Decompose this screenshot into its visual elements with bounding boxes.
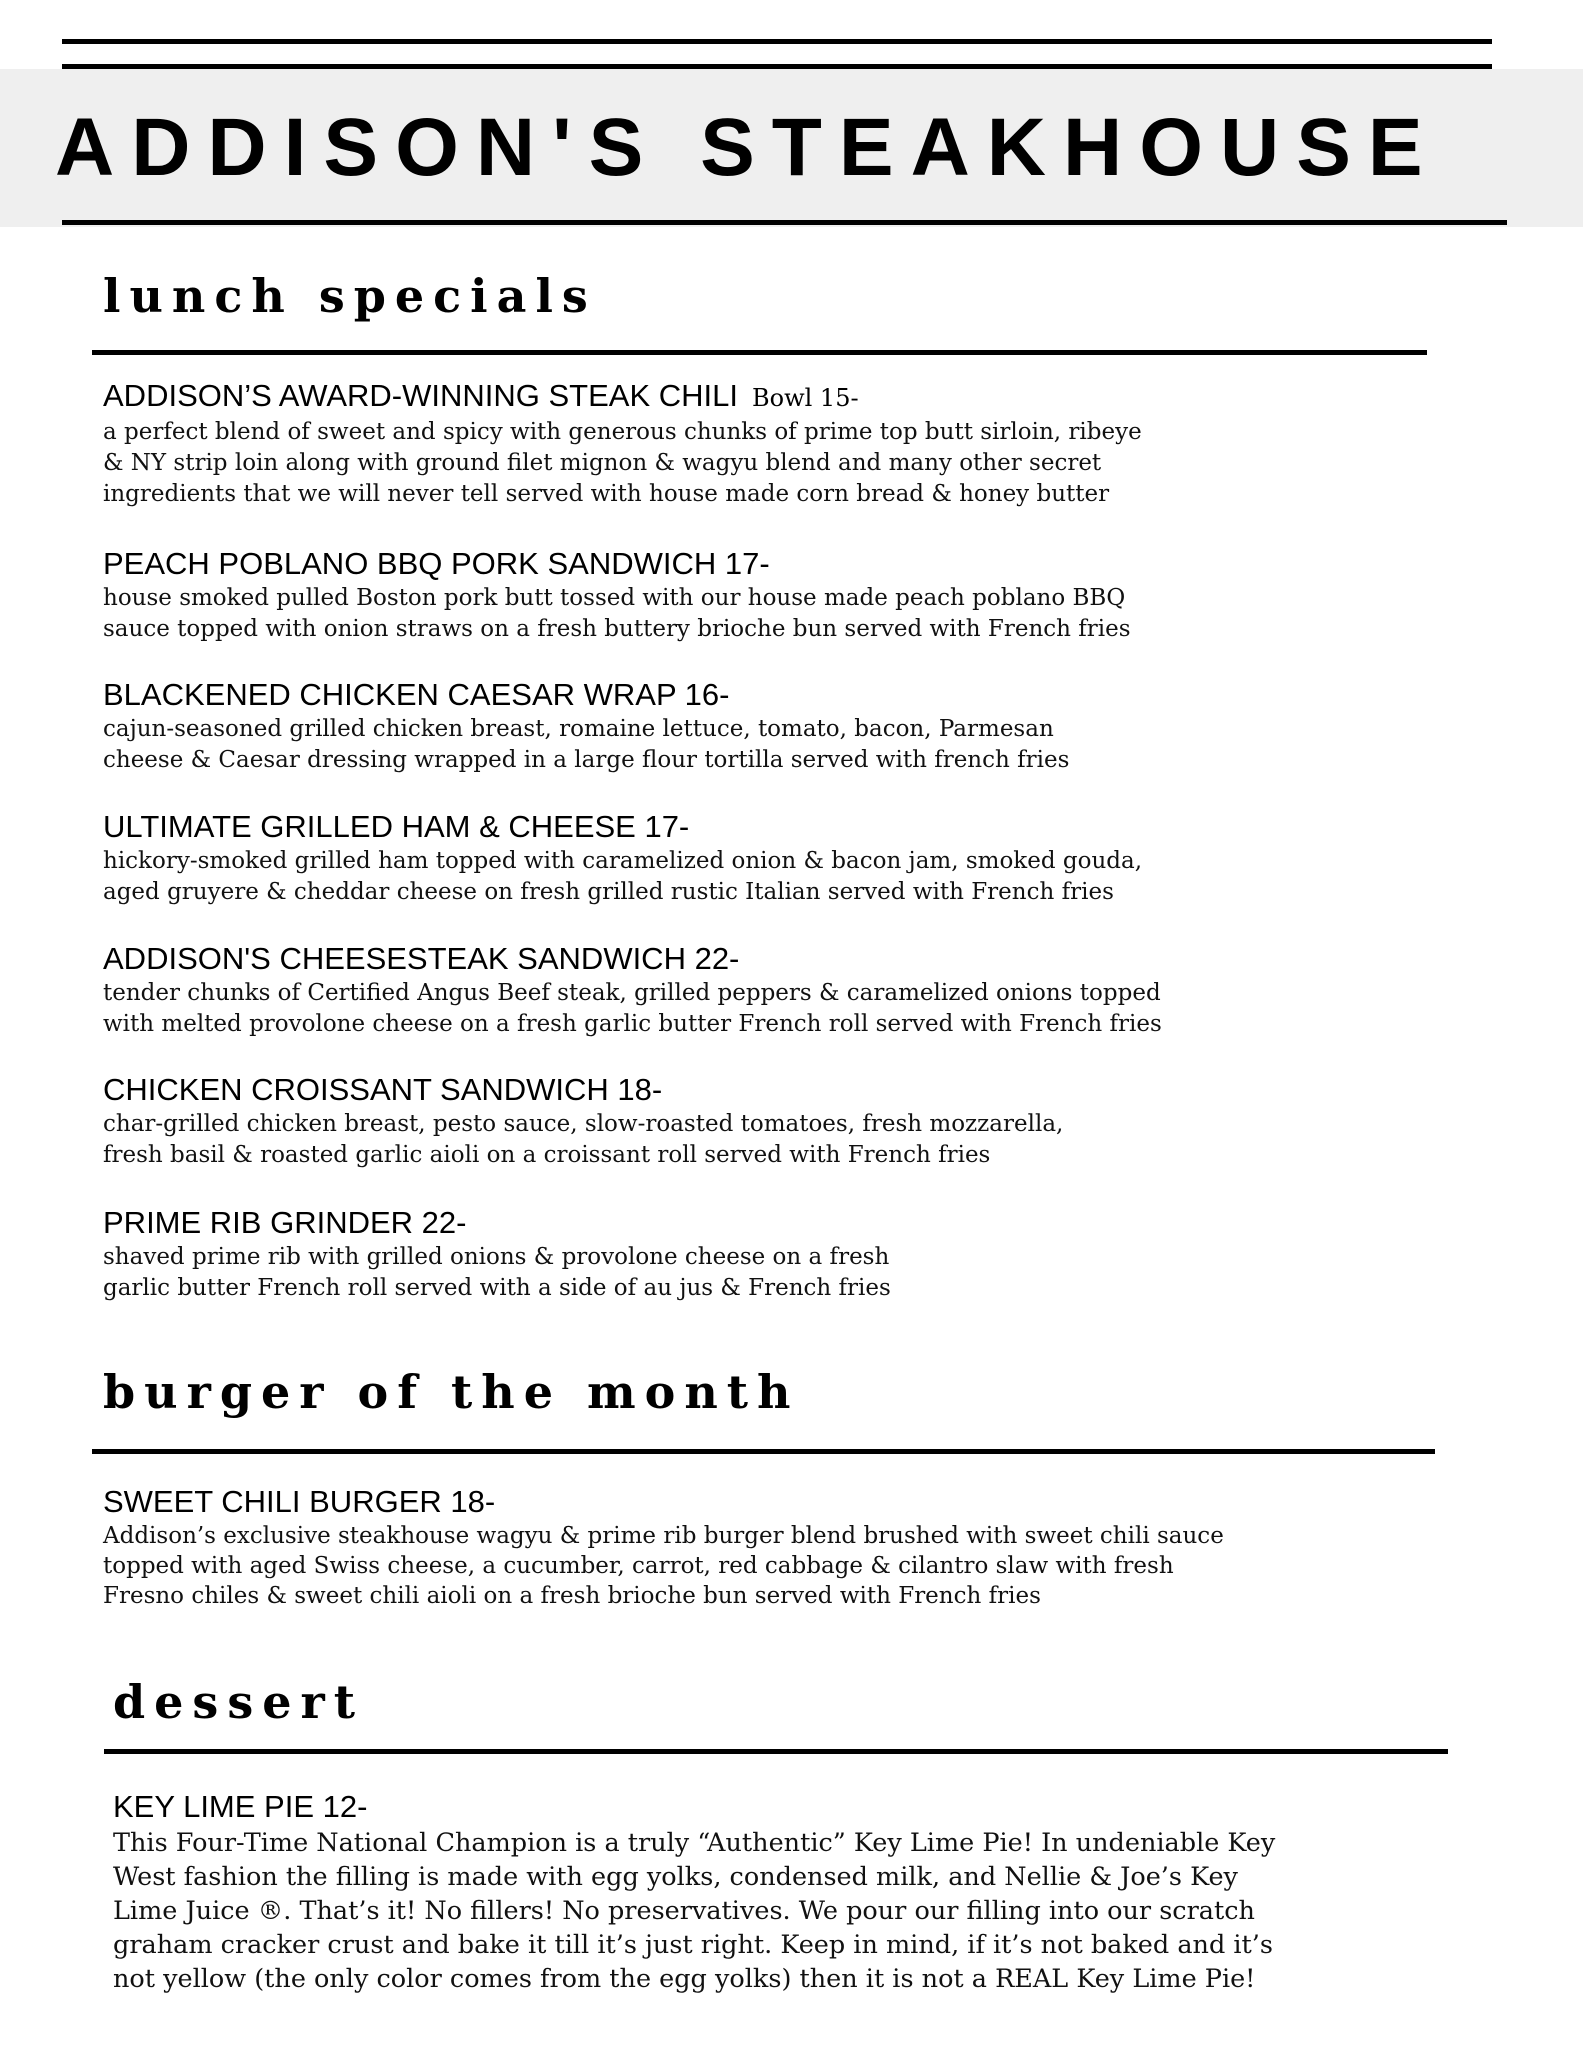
section-heading-dessert: dessert [113,1675,364,1729]
menu-item-description: char-grilled chicken breast, pesto sauce, slow-roasted tomatoes, fresh mozzarella, fresh basil & roasted garlic aioli on a croissant roll served with French fries [103,1111,1064,1168]
menu-item-price: Bowl 15- [752,384,859,412]
menu-item-chicken-croissant [103,1071,1403,1171]
menu-item-name: KEY LIME PIE 12- [113,1789,368,1824]
menu-item-description: Addison’s exclusive steakhouse wagyu & prime rib burger blend brushed with sweet chili sauce topped with aged Swiss cheese, a cucumber, carrot, red cabbage & cilantro slaw with fresh Fresno chiles & sweet chili aioli on a fresh brioche bun served with French fries [103,1523,1224,1609]
section-rule-dessert [104,1749,1448,1754]
restaurant-title: ADDISON'S STEAKHOUSE [55,102,1440,193]
menu-item-description: hickory-smoked grilled ham topped with caramelized onion & bacon jam, smoked gouda, aged gruyere & cheddar cheese on fresh grilled rustic Italian served with French fries [103,848,1143,905]
menu-item-title [103,377,1403,417]
menu-item-description: shaved prime rib with grilled onions & provolone cheese on a fresh garlic butter French roll served with a side of au jus & French fries [103,1244,891,1301]
menu-item-description: This Four-Time National Champion is a truly “Authentic” Key Lime Pie! In undeniable Key West fashion the filling is made with egg yolks, condensed milk, and Nellie & Joe’s Key Lime Juice ®. That’s it! No fillers! No preservatives. We pour our filling into our scratch graham cracker crust and bake it till it’s just right. Keep in mind, if it’s not baked and it’s not yellow (the only color comes from the egg yolks) then it is not a REAL Key Lime Pie! [113,1828,1276,1994]
menu-item-name: PRIME RIB GRINDER 22- [103,1205,467,1240]
section-heading-lunch-specials: lunch specials [103,269,597,323]
menu-item-bbq-pork-sandwich [103,545,1403,645]
menu-item-description: cajun-seasoned grilled chicken breast, romaine lettuce, tomato, bacon, Parmesan cheese & Caesar dressing wrapped in a large flour tortilla served with french fries [103,716,1070,773]
menu-item-name: ADDISON’S AWARD-WINNING STEAK CHILI [103,378,738,413]
header-bottom-rule [62,220,1507,225]
menu-item-ham-cheese [103,808,1403,908]
header-top-rule [62,39,1492,44]
menu-item-name: PEACH POBLANO BBQ PORK SANDWICH 17- [103,546,770,581]
menu-item-key-lime-pie [113,1788,1413,1996]
section-heading-burger-of-the-month: burger of the month [103,1365,800,1419]
menu-item-name: ADDISON'S CHEESESTEAK SANDWICH 22- [103,941,740,976]
menu-item-cheesesteak [103,940,1403,1040]
menu-item-sweet-chili-burger [103,1483,1403,1611]
menu-item-description: tender chunks of Certified Angus Beef steak, grilled peppers & caramelized onions topped with melted provolone cheese on a fresh garlic butter French roll served with French fries [103,980,1162,1037]
menu-item-name: SWEET CHILI BURGER 18- [103,1484,496,1519]
menu-item-caesar-wrap [103,676,1403,776]
menu-item-prime-rib-grinder [103,1204,1403,1304]
menu-item-name: BLACKENED CHICKEN CAESAR WRAP 16- [103,677,730,712]
menu-item-steak-chili [103,377,1403,510]
menu-item-description: a perfect blend of sweet and spicy with generous chunks of prime top butt sirloin, ribeye & NY strip loin along with ground filet mignon & wagyu blend and many other secret ingredients that we will never tell served with house made corn bread & honey butter [103,419,1142,507]
section-rule-burger [92,1449,1435,1454]
section-rule-lunch-specials [92,350,1427,355]
menu-item-name: ULTIMATE GRILLED HAM & CHEESE 17- [103,809,690,844]
menu-item-description: house smoked pulled Boston pork butt tossed with our house made peach poblano BBQ sauce topped with onion straws on a fresh buttery brioche bun served with French fries [103,585,1131,642]
menu-item-name: CHICKEN CROISSANT SANDWICH 18- [103,1072,663,1107]
